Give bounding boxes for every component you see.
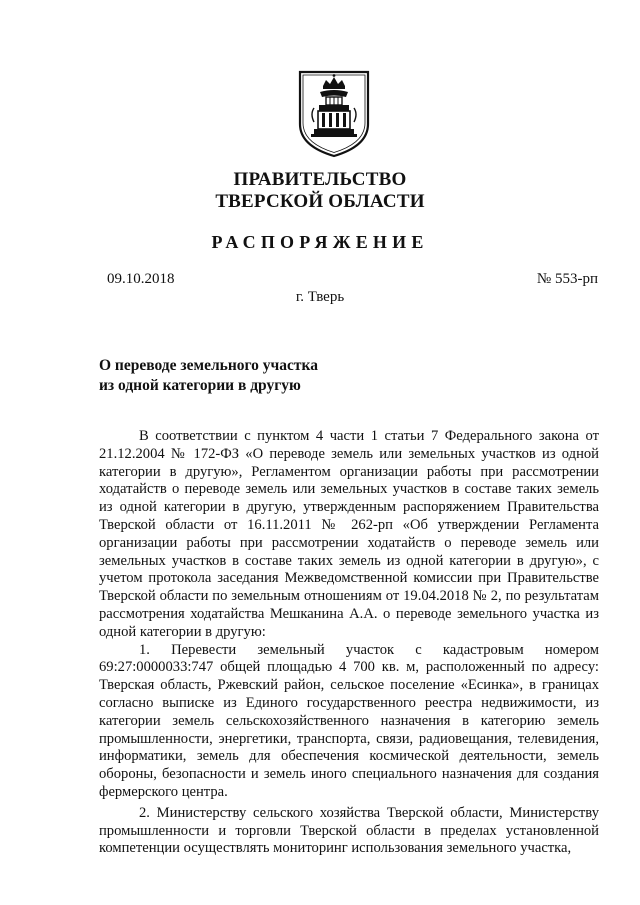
coat-of-arms-icon [296, 68, 372, 158]
organization-name-line1: ПРАВИТЕЛЬСТВО [233, 169, 407, 190]
document-number: № 553-рп [536, 271, 598, 287]
document-date: 09.10.2018 [107, 271, 175, 287]
preamble-paragraph: В соответствии с пунктом 4 части 1 статьи 7 Федерального закона от 21.12.2004 № 172-ФЗ «О переводе земель или земельных участков из одной категории в другую», Регламентом организации работы при рассмотрении ходатайств о переводе земель или земельных участков в составе таких земель из одной категории в другую, утвержденным распоряжением Правительства Тверской области от 16.11.2011 № 262-рп «Об утверждении Регламента организации работы при рассмотрении ходатайств о переводе земель или земельных участков в составе таких земель из одной категории в другую», с учетом протокола заседания Межведомственной комиссии при Правительстве Тверской области по земельным отношениям от 19.04.2018 № 2, по результатам рассмотрения ходатайства Мешканина А.А. о переводе земельного участка из одной категории в другую: [99, 428, 599, 640]
item-1-paragraph: 1. Перевести земельный участок с кадастровым номером 69:27:0000033:747 общей площадью 4 700 кв. м, расположенный по адресу: Тверская область, Ржевский район, сельское поселение «Есинка», в границах согласно выписке из Единого государственного реестра недвижимости, из категории земель сельскохозяйственного назначения в категорию земель промышленности, энергетики, транспорта, связи, радиовещания, телевидения, информатики, земель для обеспечения космической деятельности, земель обороны, безопасности и земель иного специального назначения для создания фермерского центра. [99, 641, 599, 800]
subject-line1: О переводе земельного участка [99, 357, 318, 374]
item-2-paragraph: 2. Министерству сельского хозяйства Тверской области, Министерству промышленности и торговли Тверской области в пределах установленной компетенции осуществлять мониторинг использования земельного участка, [99, 804, 599, 857]
subject-line2: из одной категории в другую [99, 377, 301, 394]
coat-of-arms-emblem [296, 68, 372, 158]
document-subject [99, 356, 318, 396]
document-body [99, 428, 599, 858]
document-city: г. Тверь [295, 289, 345, 305]
organization-name-line2: ТВЕРСКОЙ ОБЛАСТИ [215, 191, 425, 212]
document-type-title: РАСПОРЯЖЕНИЕ [211, 232, 429, 252]
